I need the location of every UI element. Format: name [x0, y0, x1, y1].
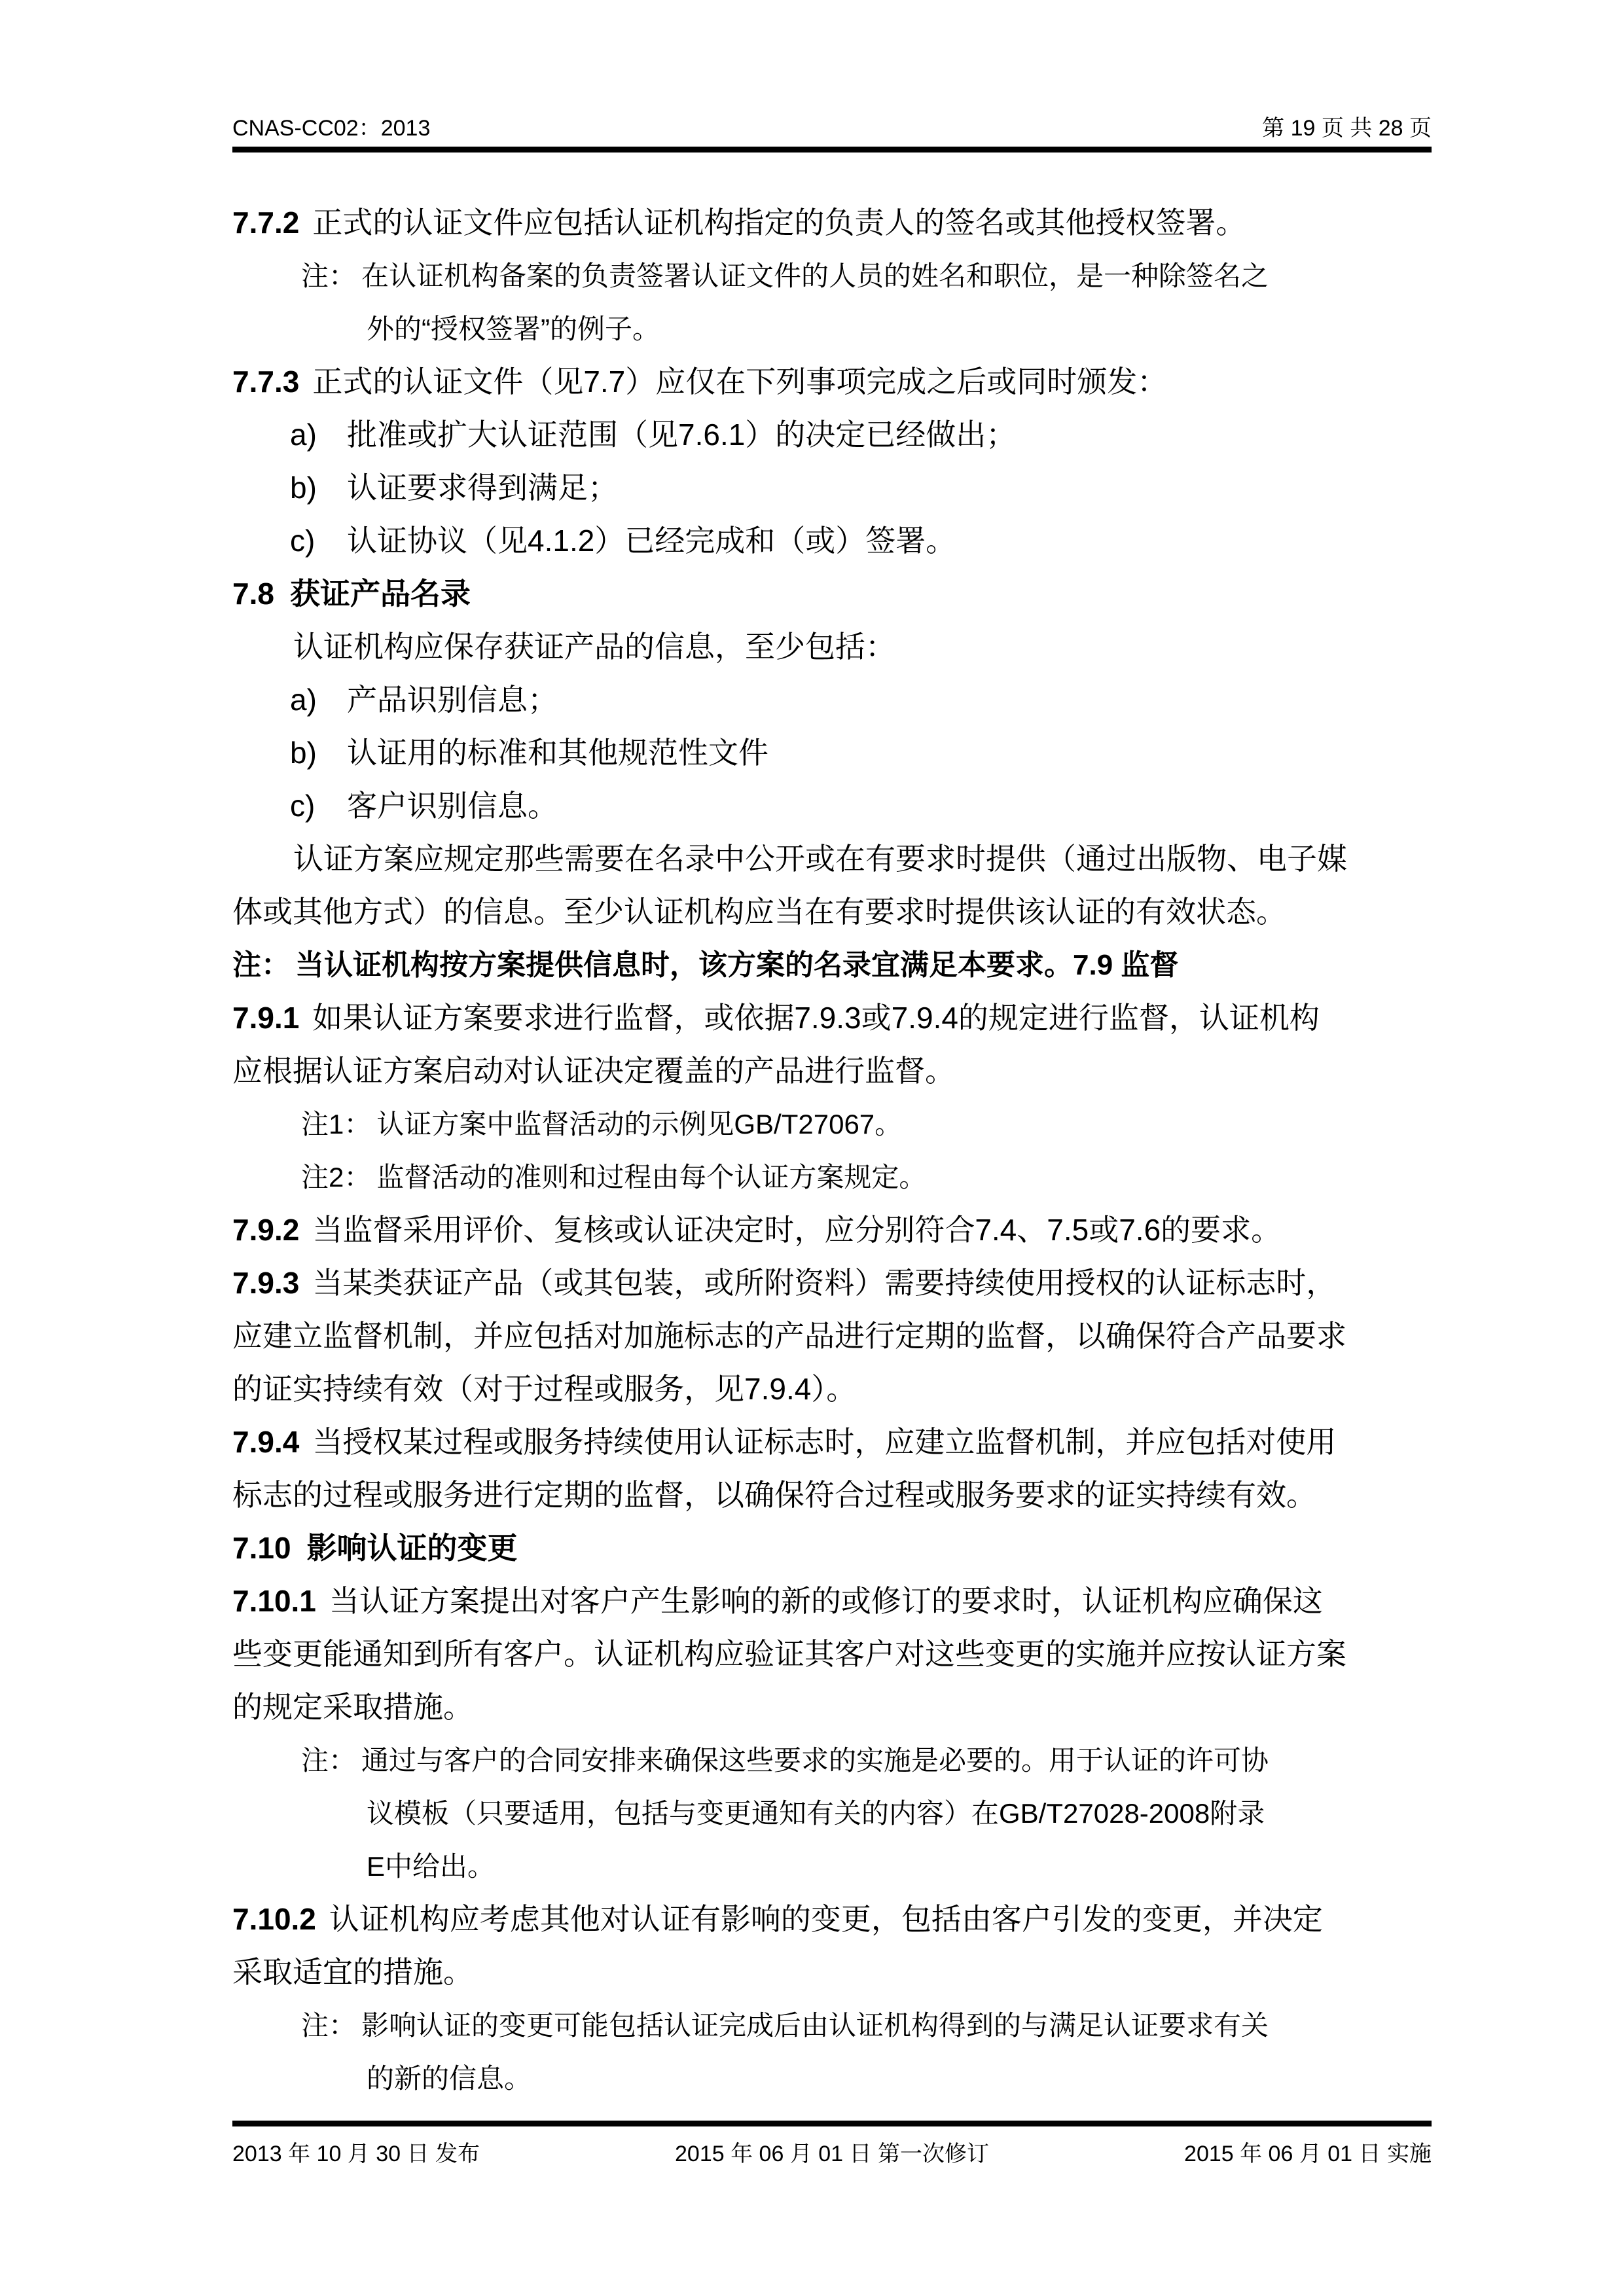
document-code: CNAS-CC02：2013 [232, 115, 431, 141]
section-7.9.3 [232, 1257, 1432, 1310]
note-label: 注： [301, 2010, 357, 2041]
note-label: 注： [301, 260, 357, 291]
list-letter: b) [290, 471, 317, 505]
paragraph-continuation [232, 1363, 1432, 1416]
publish-date: 2013 年 10 月 30 日 发布 [232, 2141, 480, 2166]
note-1-line [301, 1098, 1432, 1151]
section-7.9.4 [232, 1416, 1432, 1469]
footer-rule [232, 2121, 1432, 2126]
section-7.9.2 [232, 1204, 1432, 1257]
section-7.10.1 [232, 1575, 1432, 1628]
list-item-b [290, 726, 1432, 780]
section-number: 7.8 [232, 577, 274, 611]
section-number: 7.10.2 [232, 1902, 316, 1936]
paragraph-text: 些变更能通知到所有客户。认证机构应验证其客户对这些变更的实施并应按认证方案 [232, 1637, 1346, 1671]
section-text: 正式的认证文件应包括认证机构指定的负责人的签名或其他授权签署。 [312, 206, 1246, 240]
note-text: 的新的信息。 [367, 2063, 532, 2094]
note-label: 注2： [301, 1162, 372, 1193]
document-body [232, 196, 1432, 2105]
paragraph [232, 620, 1432, 673]
note-line [301, 1734, 1432, 1787]
paragraph-text: 应根据认证方案启动对认证决定覆盖的产品进行监督。 [232, 1054, 955, 1088]
note-label: 注： [232, 949, 290, 981]
note-text: 当认证机构按方案提供信息时，该方案的名录宜满足本要求。7.9 监督 [295, 949, 1179, 981]
heading-7.10 [232, 1522, 1432, 1575]
header-rule [232, 147, 1432, 152]
implementation-date: 2015 年 06 月 01 日 实施 [1184, 2141, 1432, 2166]
list-item-a [290, 673, 1432, 726]
section-number: 7.9.2 [232, 1213, 300, 1247]
paragraph-continuation [232, 1469, 1432, 1522]
paragraph-text: 应建立监督机制，并应包括对加施标志的产品进行定期的监督，以确保符合产品要求 [232, 1319, 1346, 1353]
paragraph-continuation [232, 1310, 1432, 1363]
paragraph-text: 的证实持续有效（对于过程或服务，见7.9.4）。 [232, 1372, 857, 1406]
note-text: 议模板（只要适用，包括与变更通知有关的内容）在GB/T27028-2008附录 [367, 1798, 1265, 1829]
page-header [232, 107, 1432, 145]
note-continuation [367, 2052, 1432, 2105]
paragraph-text: 采取适宜的措施。 [232, 1955, 473, 1989]
paragraph-continuation [232, 1045, 1432, 1098]
paragraph-continuation [232, 1628, 1432, 1681]
section-7.7.3 [232, 355, 1432, 408]
note-text: 通过与客户的合同安排来确保这些要求的实施是必要的。用于认证的许可协 [361, 1745, 1269, 1776]
section-text: 如果认证方案要求进行监督，或依据7.9.3或7.9.4的规定进行监督，认证机构 [312, 1001, 1320, 1035]
section-text: 当认证方案提出对客户产生影响的新的或修订的要求时，认证机构应确保这 [329, 1584, 1323, 1618]
list-letter: a) [290, 418, 317, 452]
section-number: 7.10 [232, 1531, 291, 1565]
note-line [301, 1999, 1432, 2052]
list-text: 批准或扩大认证范围（见7.6.1）的决定已经做出； [347, 418, 1017, 452]
note-label: 注： [301, 1745, 357, 1776]
heading-text: 获证产品名录 [289, 577, 471, 611]
list-text: 认证用的标准和其他规范性文件 [347, 736, 768, 770]
paragraph-text: 体或其他方式）的信息。至少认证机构应当在有要求时提供该认证的有效状态。 [232, 895, 1286, 929]
paragraph-continuation [232, 1946, 1432, 1999]
section-number: 7.10.1 [232, 1584, 316, 1618]
note-continuation [367, 1840, 1432, 1893]
list-text: 产品识别信息； [347, 683, 558, 717]
note-continuation [367, 302, 1432, 355]
list-item-c [290, 780, 1432, 833]
list-text: 认证要求得到满足； [347, 471, 618, 505]
page-footer [232, 2128, 1432, 2174]
section-number: 7.9.3 [232, 1266, 300, 1300]
paragraph-text: 认证方案应规定那些需要在名录中公开或在有要求时提供（通过出版物、电子媒 [293, 842, 1347, 876]
note-line [301, 249, 1432, 302]
note-text: 外的“授权签署”的例子。 [367, 314, 660, 344]
section-text: 正式的认证文件（见7.7）应仅在下列事项完成之后或同时颁发： [312, 365, 1168, 399]
section-number: 7.9.1 [232, 1001, 300, 1035]
section-text: 认证机构应考虑其他对认证有影响的变更，包括由客户引发的变更，并决定 [329, 1902, 1323, 1936]
list-item-b [290, 461, 1432, 514]
list-text: 客户识别信息。 [347, 789, 558, 823]
list-item-a [290, 408, 1432, 461]
paragraph [232, 833, 1432, 886]
list-letter: b) [290, 736, 317, 770]
paragraph-continuation [232, 886, 1432, 939]
note-text: 影响认证的变更可能包括认证完成后由认证机构得到的与满足认证要求有关 [361, 2010, 1269, 2041]
note-label: 注1： [301, 1109, 372, 1139]
section-text: 当某类获证产品（或其包装，或所附资料）需要持续使用授权的认证标志时， [312, 1266, 1337, 1300]
revision-date: 2015 年 06 月 01 日 第一次修订 [675, 2141, 989, 2166]
heading-7.8 [232, 567, 1432, 620]
list-letter: a) [290, 683, 317, 717]
page-number: 第 19 页 共 28 页 [1262, 115, 1432, 141]
paragraph-text: 标志的过程或服务进行定期的监督，以确保符合过程或服务要求的证实持续有效。 [232, 1478, 1316, 1512]
section-text: 当授权某过程或服务持续使用认证标志时，应建立监督机制，并应包括对使用 [312, 1425, 1337, 1459]
paragraph-text: 认证机构应保存获证产品的信息，至少包括： [293, 630, 895, 664]
note-text: 认证方案中监督活动的示例见GB/T27067。 [376, 1109, 903, 1139]
section-7.10.2 [232, 1893, 1432, 1946]
note-text: 监督活动的准则和过程由每个认证方案规定。 [376, 1162, 927, 1193]
list-text: 认证协议（见4.1.2）已经完成和（或）签署。 [347, 524, 956, 558]
section-number: 7.7.2 [232, 206, 300, 240]
section-number: 7.9.4 [232, 1425, 300, 1459]
section-7.9.1 [232, 992, 1432, 1045]
section-number: 7.7.3 [232, 365, 300, 399]
list-letter: c) [290, 524, 316, 558]
list-letter: c) [290, 789, 316, 823]
heading-text: 影响认证的变更 [306, 1531, 518, 1565]
section-7.7.2 [232, 196, 1432, 249]
note-continuation [367, 1787, 1432, 1840]
paragraph-continuation [232, 1681, 1432, 1734]
paragraph-text: 的规定采取措施。 [232, 1690, 473, 1724]
bold-note-line [232, 939, 1432, 992]
section-text: 当监督采用评价、复核或认证决定时，应分别符合7.4、7.5或7.6的要求。 [312, 1213, 1282, 1247]
note-2-line [301, 1151, 1432, 1204]
note-text: 在认证机构备案的负责签署认证文件的人员的姓名和职位，是一种除签名之 [361, 260, 1269, 291]
list-item-c [290, 514, 1432, 567]
note-text: E中给出。 [367, 1851, 496, 1882]
